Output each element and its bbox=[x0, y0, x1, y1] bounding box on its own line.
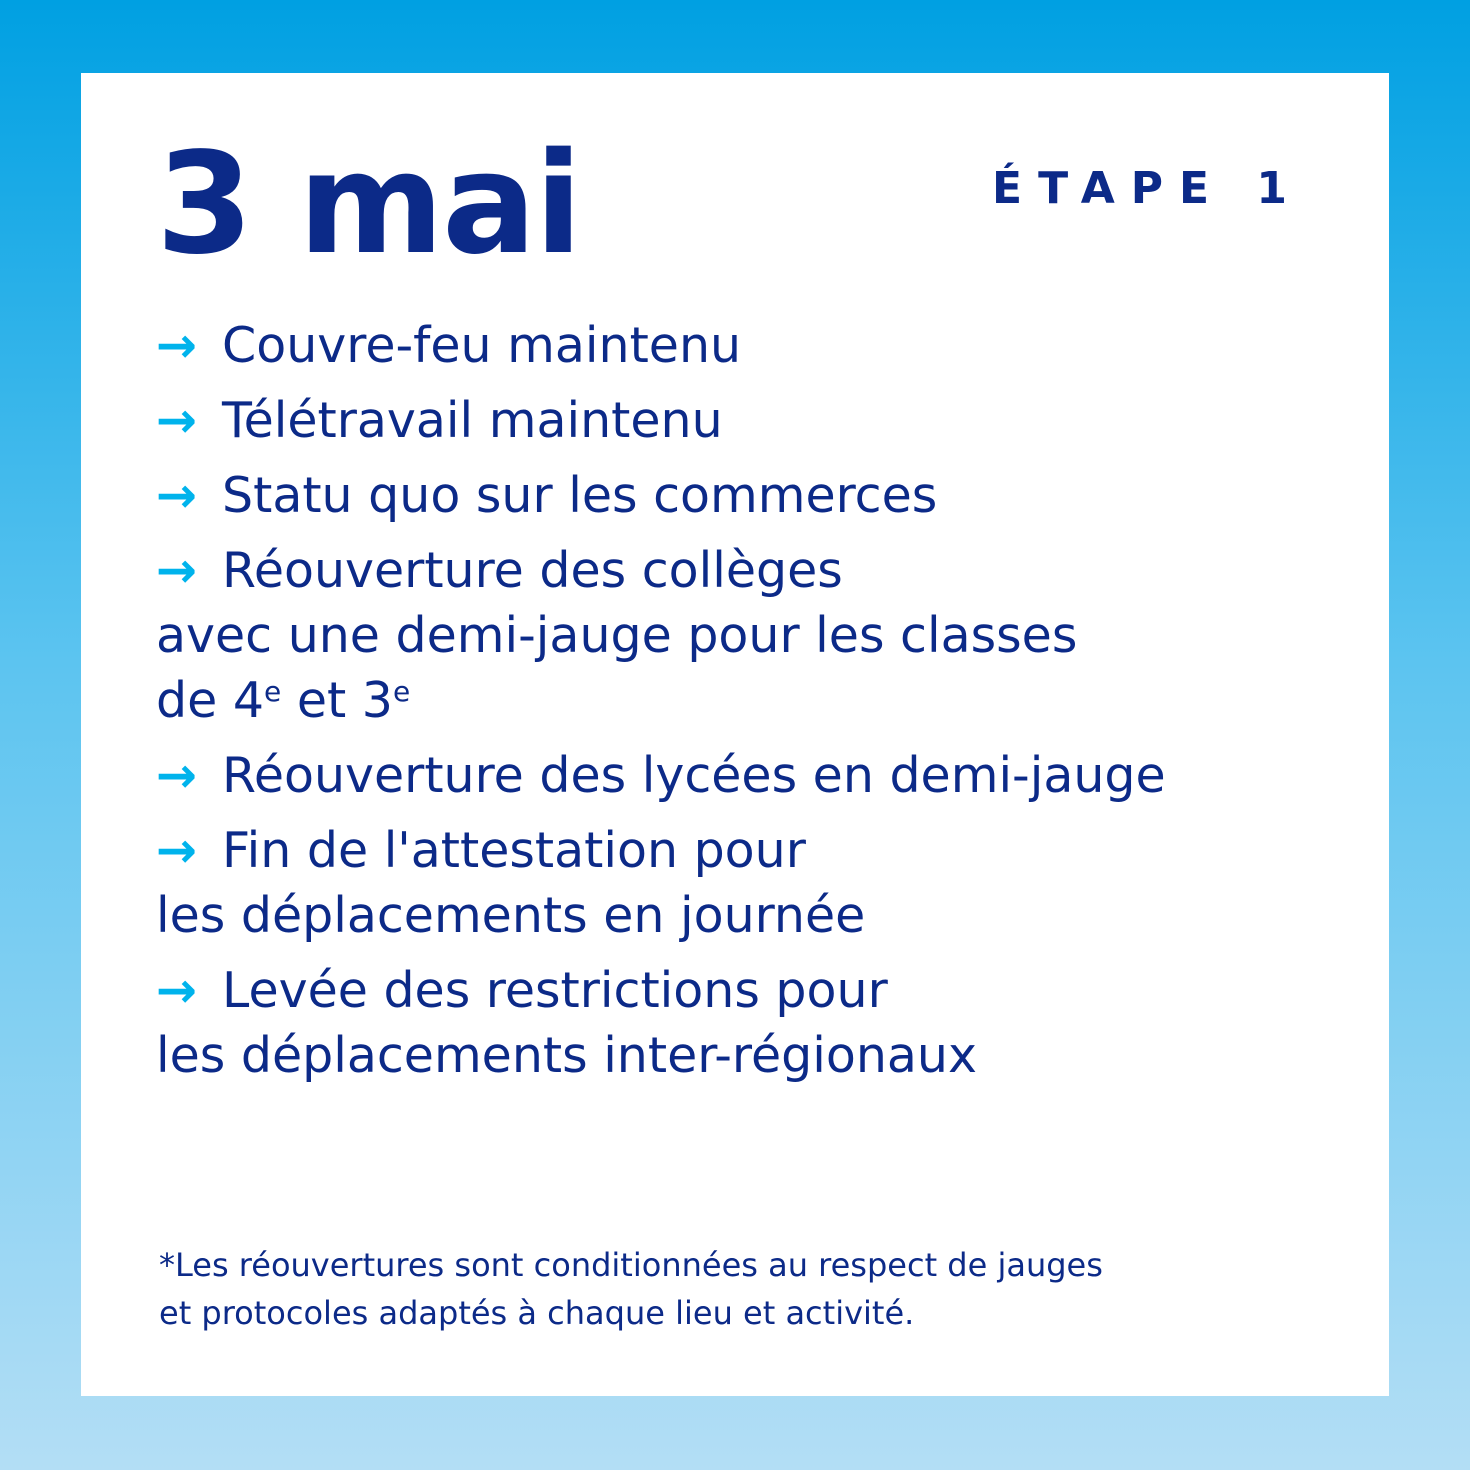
measure-item bbox=[156, 463, 1356, 528]
measure-text: de 4 bbox=[156, 672, 265, 729]
measure-item bbox=[156, 313, 1356, 378]
footnote bbox=[159, 1241, 1319, 1337]
footnote-line: *Les réouvertures sont conditionnées au respect de jauges bbox=[159, 1246, 1103, 1284]
measure-item bbox=[156, 958, 1356, 1088]
measure-line bbox=[156, 668, 1356, 733]
measure-text: Fin de l'attestation pour bbox=[222, 822, 806, 879]
measure-line bbox=[156, 818, 1356, 883]
measure-item bbox=[156, 538, 1356, 733]
arrow-right-icon: → bbox=[156, 822, 198, 879]
measure-item bbox=[156, 743, 1356, 808]
measure-text: Télétravail maintenu bbox=[222, 392, 723, 449]
measure-item bbox=[156, 388, 1356, 453]
arrow-right-icon: → bbox=[156, 317, 198, 374]
arrow-right-icon: → bbox=[156, 747, 198, 804]
measure-line bbox=[156, 463, 1356, 528]
info-card bbox=[81, 73, 1389, 1396]
arrow-right-icon: → bbox=[156, 467, 198, 524]
measure-line bbox=[156, 313, 1356, 378]
arrow-right-icon: → bbox=[156, 392, 198, 449]
footnote-line: et protocoles adaptés à chaque lieu et activité. bbox=[159, 1294, 915, 1332]
arrow-right-icon: → bbox=[156, 962, 198, 1019]
measure-text: Levée des restrictions pour bbox=[222, 962, 888, 1019]
measure-line bbox=[156, 743, 1356, 808]
measure-item bbox=[156, 818, 1356, 948]
superscript: e bbox=[264, 675, 282, 708]
superscript: e bbox=[392, 675, 411, 708]
measure-line bbox=[156, 388, 1356, 453]
measure-text: Réouverture des lycées en demi-jauge bbox=[222, 747, 1166, 804]
measure-line bbox=[156, 538, 1356, 603]
measure-line: avec une demi-jauge pour les classes bbox=[156, 607, 1078, 664]
step-label: ÉTAPE 1 bbox=[992, 163, 1303, 214]
measure-text: et 3 bbox=[281, 672, 393, 729]
date-title: 3 mai bbox=[156, 123, 581, 286]
measure-text: Statu quo sur les commerces bbox=[222, 467, 938, 524]
measure-text: Couvre-feu maintenu bbox=[222, 317, 742, 374]
measure-line: les déplacements en journée bbox=[156, 887, 866, 944]
measures-list bbox=[156, 313, 1356, 1098]
measure-line bbox=[156, 958, 1356, 1023]
measure-text: Réouverture des collèges bbox=[222, 542, 843, 599]
measure-line: les déplacements inter-régionaux bbox=[156, 1027, 977, 1084]
arrow-right-icon: → bbox=[156, 542, 198, 599]
